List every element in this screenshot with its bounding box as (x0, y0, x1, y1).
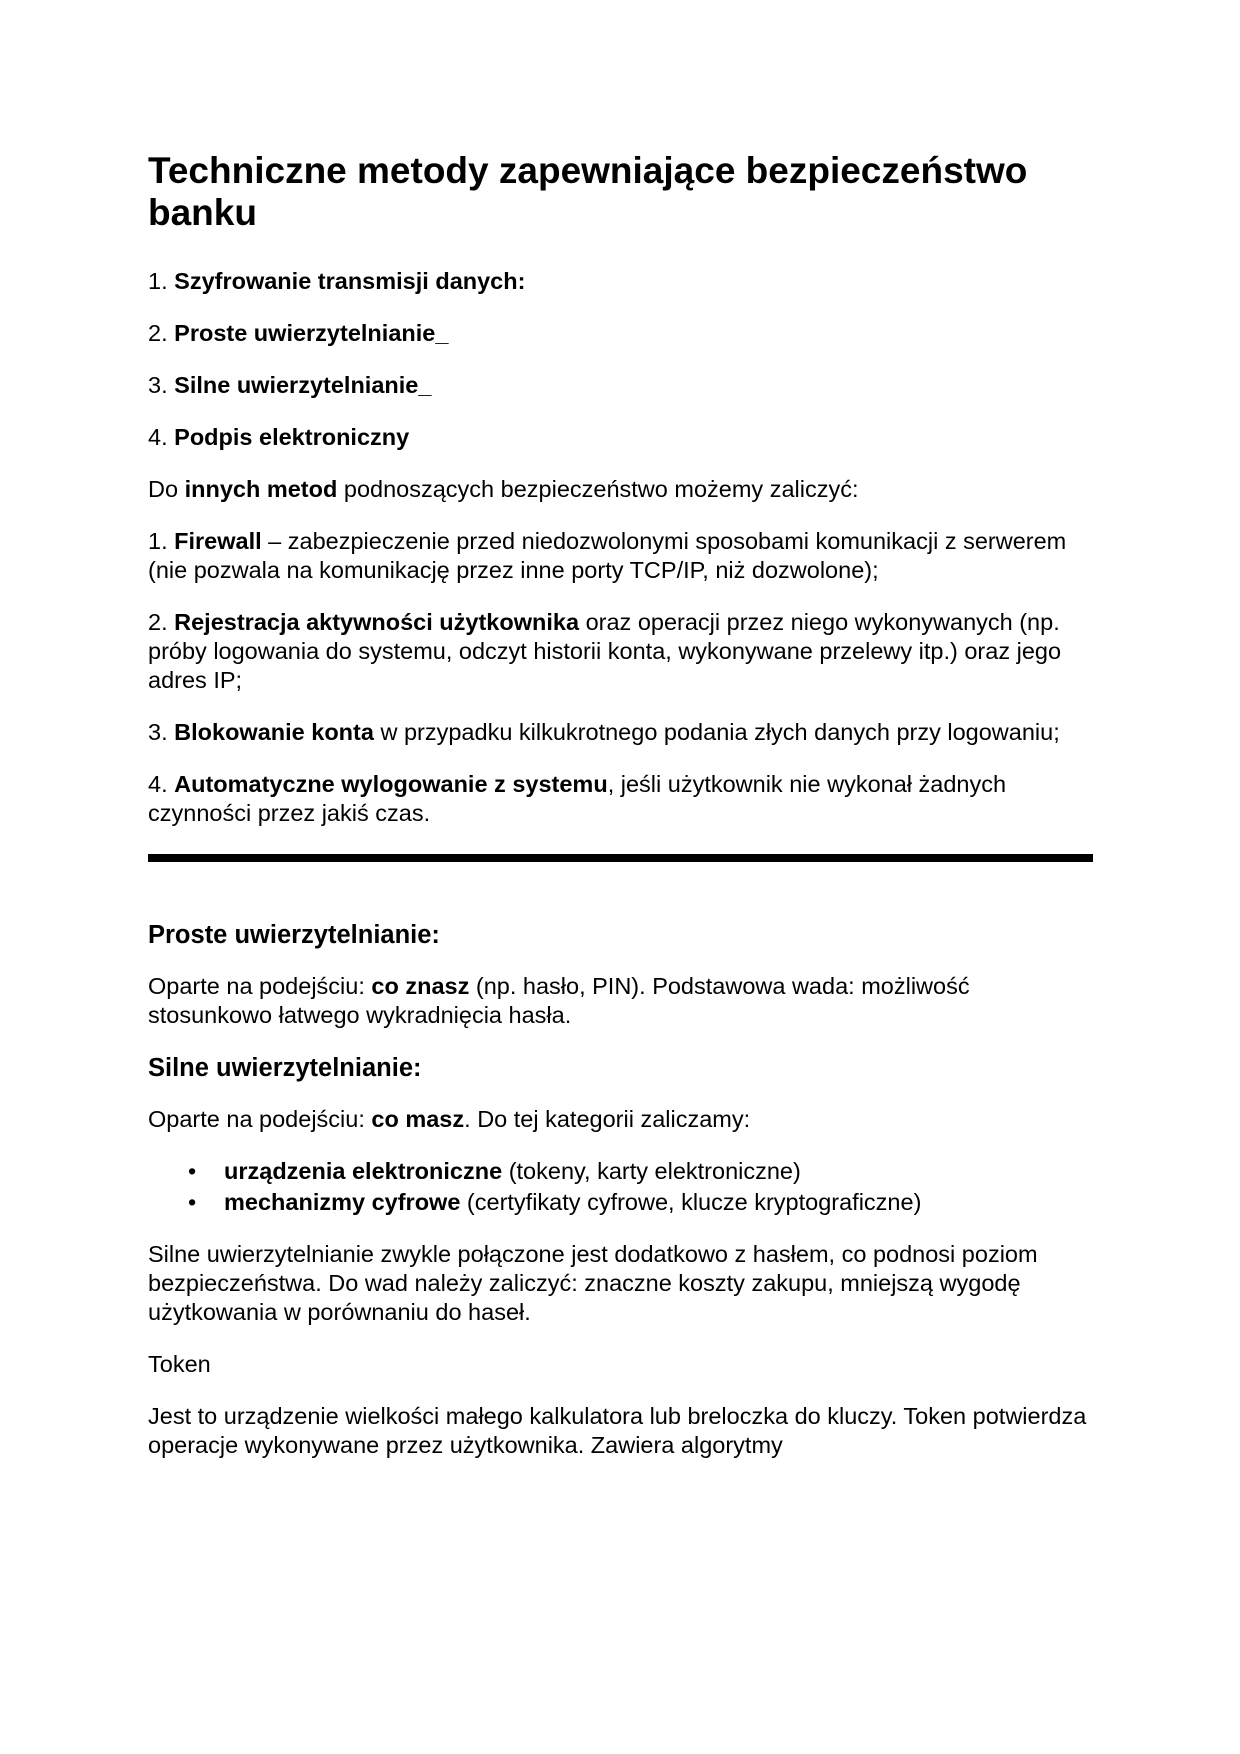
paragraph-text: Oparte na podejściu: (148, 1106, 372, 1132)
other-method-text: , jeśli użytkownik nie wykonał żadnych czynności przez jakiś czas. (148, 771, 1007, 826)
method-label: Podpis elektroniczny (174, 424, 410, 450)
document-title: Techniczne metody zapewniające bezpieczeństwo banku (148, 150, 1028, 233)
section-heading-strong-auth: Silne uwierzytelnianie: (148, 1054, 422, 1082)
other-method-bold: Rejestracja aktywności użytkownika (174, 609, 580, 635)
bullet-icon: • (188, 1158, 197, 1184)
paragraph-text: (np. hasło, PIN). Podstawowa wada: możliwość stosunkowo łatwego wykradnięcia hasła. (148, 973, 970, 1028)
other-method-text: w przypadku kilkukrotnego podania złych danych przy logowaniu; (373, 719, 1060, 745)
paragraph-bold: co masz (371, 1106, 465, 1132)
paragraph-text: Oparte na podejściu: (148, 973, 372, 999)
other-method-text: oraz operacji przez niego wykonywanych (np. próby logowania do systemu, odczyt historii konta, wykonywane przelewy itp.) oraz jego adres IP; (148, 609, 1062, 693)
simple-auth-paragraph (148, 972, 1093, 1030)
other-method-item (148, 608, 1093, 695)
token-paragraph: Jest to urządzenie wielkości małego kalkulatora lub breloczka do kluczy. Token potwierdza operacje wykonywane przez użytkownika. Zawiera algorytmy (148, 1403, 1087, 1458)
method-label: Proste uwierzytelnianie_ (174, 320, 449, 346)
other-method-number: 4. (148, 771, 175, 797)
paragraph-bold: co znasz (371, 973, 470, 999)
method-item (148, 319, 1093, 348)
list-item-bold: urządzenia elektroniczne (224, 1158, 503, 1184)
other-method-bold: Automatyczne wylogowanie z systemu (174, 771, 608, 797)
method-number: 2. (148, 320, 168, 346)
intro-text: podnoszących bezpieczeństwo możemy zaliczyć: (337, 476, 859, 502)
method-number: 1. (148, 268, 168, 294)
list-item (188, 1187, 1093, 1218)
method-number: 3. (148, 372, 168, 398)
horizontal-divider (148, 854, 1093, 862)
other-method-bold: Blokowanie konta (174, 719, 374, 745)
strong-auth-paragraph (148, 1105, 1093, 1134)
method-label: Silne uwierzytelnianie_ (174, 372, 432, 398)
other-method-bold: Firewall (174, 528, 262, 554)
other-method-number: 1. (148, 528, 175, 554)
strong-auth-list (148, 1156, 1093, 1218)
other-method-number: 3. (148, 719, 175, 745)
method-number: 4. (148, 424, 168, 450)
strong-auth-summary: Silne uwierzytelnianie zwykle połączone jest dodatkowo z hasłem, co podnosi poziom bezpieczeństwa. Do wad należy zaliczyć: znaczne koszty zakupu, mniejszą wygodę użytkowania w porównaniu do haseł. (148, 1241, 1038, 1325)
bullet-icon: • (188, 1189, 197, 1215)
other-method-item (148, 718, 1093, 747)
method-item (148, 423, 1093, 452)
intro-text: Do (148, 476, 185, 502)
paragraph-text: . Do tej kategorii zaliczamy: (464, 1106, 751, 1132)
other-method-item (148, 527, 1093, 585)
list-item (188, 1156, 1093, 1187)
list-item-bold: mechanizmy cyfrowe (224, 1189, 461, 1215)
section-heading-simple-auth: Proste uwierzytelnianie: (148, 921, 440, 949)
method-item (148, 267, 1093, 296)
list-item-text: (tokeny, karty elektroniczne) (502, 1158, 801, 1184)
other-method-item (148, 770, 1093, 828)
token-heading: Token (148, 1351, 211, 1377)
list-item-text: (certyfikaty cyfrowe, klucze kryptograficzne) (460, 1189, 922, 1215)
method-label: Szyfrowanie transmisji danych: (174, 268, 526, 294)
intro-bold: innych metod (184, 476, 338, 502)
other-method-text: – zabezpieczenie przed niedozwolonymi sposobami komunikacji z serwerem (nie pozwala na komunikację przez inne porty TCP/IP, niż dozwolone); (148, 528, 1067, 583)
other-method-number: 2. (148, 609, 175, 635)
document-page (148, 140, 1093, 1460)
other-methods-intro (148, 475, 1093, 504)
method-item (148, 371, 1093, 400)
